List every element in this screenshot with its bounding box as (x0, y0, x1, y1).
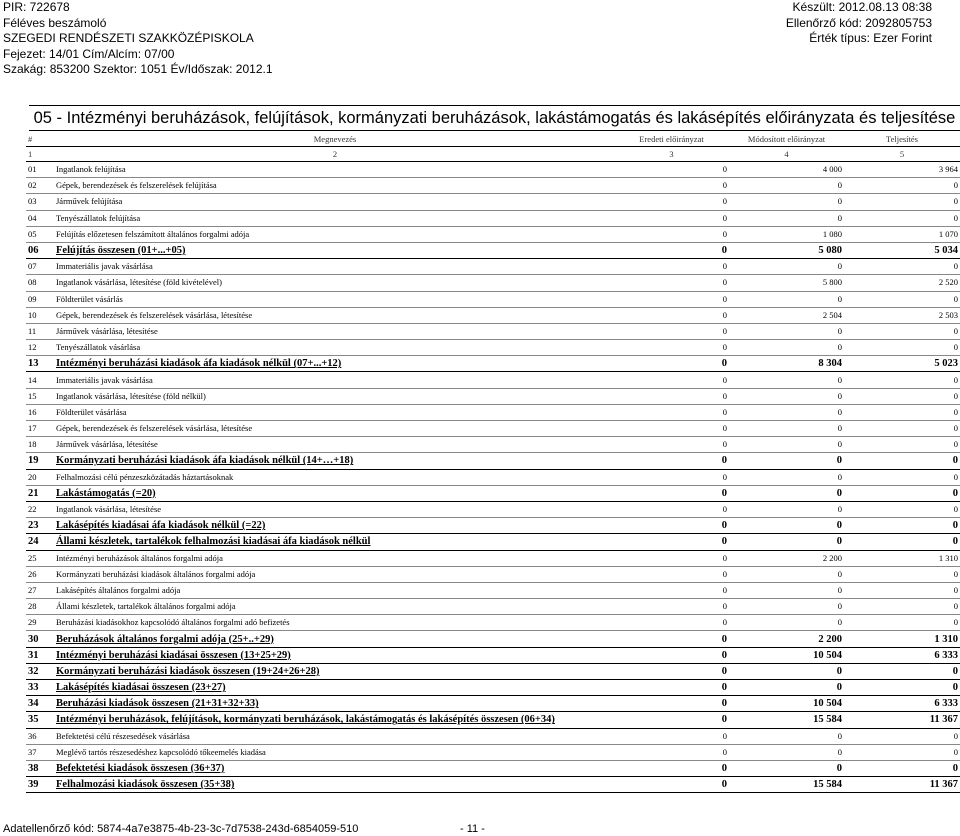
row-done-value: 0 (844, 615, 960, 631)
table-row (26, 469, 960, 485)
row-orig-value: 0 (614, 372, 729, 388)
table-row (26, 421, 960, 437)
row-number: 22 (26, 501, 56, 517)
row-done-value: 2 503 (844, 307, 960, 323)
row-orig-value: 0 (614, 534, 729, 550)
row-mod-value: 10 504 (729, 696, 844, 712)
col-header-done: Teljesítés (844, 132, 960, 147)
row-orig-value: 0 (614, 631, 729, 647)
table-row (26, 777, 960, 793)
row-mod-value: 1 080 (729, 226, 844, 242)
row-name: Kormányzati beruházási kiadások áfa kiadások nélkül (14+…+18) (56, 453, 614, 469)
table-row (26, 566, 960, 582)
row-number: 20 (26, 469, 56, 485)
row-mod-value: 0 (729, 210, 844, 226)
row-name: Beruházások általános forgalmi adója (25+..+29) (56, 631, 614, 647)
row-name: Intézményi beruházások általános forgalmi adója (56, 550, 614, 566)
row-number: 13 (26, 356, 56, 372)
table-row (26, 534, 960, 550)
row-orig-value: 0 (614, 501, 729, 517)
column-number-row (26, 147, 960, 162)
row-number: 33 (26, 680, 56, 696)
row-mod-value: 15 584 (729, 777, 844, 793)
row-mod-value: 0 (729, 566, 844, 582)
row-number: 21 (26, 485, 56, 501)
pir-line: PIR: 722678 (3, 0, 70, 14)
row-name: Felhalmozási célú pénzeszközátadás háztartásoknak (56, 469, 614, 485)
row-mod-value: 0 (729, 453, 844, 469)
row-number: 05 (26, 226, 56, 242)
row-orig-value: 0 (614, 550, 729, 566)
row-done-value: 0 (844, 178, 960, 194)
row-number: 07 (26, 259, 56, 275)
row-done-value: 0 (844, 599, 960, 615)
row-name: Tenyészállatok felújítása (56, 210, 614, 226)
row-mod-value: 0 (729, 663, 844, 679)
row-number: 37 (26, 744, 56, 760)
row-done-value: 0 (844, 404, 960, 420)
row-name: Befektetési célú részesedések vásárlása (56, 728, 614, 744)
row-number: 24 (26, 534, 56, 550)
row-mod-value: 0 (729, 744, 844, 760)
table-row (26, 599, 960, 615)
row-number: 09 (26, 291, 56, 307)
row-number: 01 (26, 162, 56, 178)
row-done-value: 1 310 (844, 550, 960, 566)
table-row (26, 696, 960, 712)
data-table (26, 132, 960, 793)
table-row (26, 226, 960, 242)
row-orig-value: 0 (614, 760, 729, 776)
row-number: 31 (26, 647, 56, 663)
row-orig-value: 0 (614, 469, 729, 485)
column-header-row (26, 132, 960, 147)
row-mod-value: 5 800 (729, 275, 844, 291)
row-number: 16 (26, 404, 56, 420)
chapter-line: Fejezet: 14/01 Cím/Alcím: 07/00 (3, 46, 175, 61)
table-row (26, 728, 960, 744)
row-done-value: 0 (844, 582, 960, 598)
institution-name: SZEGEDI RENDÉSZETI SZAKKÖZÉPISKOLA (3, 31, 254, 46)
row-name: Ingatlanok felújítása (56, 162, 614, 178)
page-number: - 11 - (460, 823, 485, 835)
row-number: 11 (26, 323, 56, 339)
col-header-mod: Módosított előirányzat (729, 132, 844, 147)
row-number: 08 (26, 275, 56, 291)
row-orig-value: 0 (614, 210, 729, 226)
table-row (26, 712, 960, 728)
row-done-value: 5 023 (844, 356, 960, 372)
row-number: 15 (26, 388, 56, 404)
row-number: 30 (26, 631, 56, 647)
row-name: Földterület vásárlása (56, 404, 614, 420)
row-orig-value: 0 (614, 453, 729, 469)
row-number: 28 (26, 599, 56, 615)
row-orig-value: 0 (614, 404, 729, 420)
row-number: 18 (26, 437, 56, 453)
row-number: 06 (26, 242, 56, 258)
row-done-value: 0 (844, 534, 960, 550)
row-name: Felújítás előzetesen felszámított általános forgalmi adója (56, 226, 614, 242)
table-row (26, 647, 960, 663)
row-name: Járművek felújítása (56, 194, 614, 210)
row-orig-value: 0 (614, 777, 729, 793)
row-number: 14 (26, 372, 56, 388)
row-mod-value: 0 (729, 194, 844, 210)
row-done-value: 2 520 (844, 275, 960, 291)
row-name: Lakásépítés általános forgalmi adója (56, 582, 614, 598)
row-done-value: 0 (844, 760, 960, 776)
row-done-value: 0 (844, 485, 960, 501)
report-type: Féléves beszámoló (3, 15, 107, 30)
row-mod-value: 0 (729, 599, 844, 615)
row-name: Lakástámogatás (=20) (56, 485, 614, 501)
row-mod-value: 5 080 (729, 242, 844, 258)
row-done-value: 0 (844, 469, 960, 485)
row-number: 36 (26, 728, 56, 744)
row-mod-value: 0 (729, 388, 844, 404)
row-mod-value: 10 504 (729, 647, 844, 663)
table-body (26, 162, 960, 793)
row-orig-value: 0 (614, 226, 729, 242)
row-name: Immateriális javak vásárlása (56, 259, 614, 275)
row-name: Kormányzati beruházási kiadások összesen (19+24+26+28) (56, 663, 614, 679)
col-number-5: 5 (844, 147, 960, 162)
row-mod-value: 0 (729, 178, 844, 194)
row-orig-value: 0 (614, 518, 729, 534)
row-number: 39 (26, 777, 56, 793)
row-name: Földterület vásárlás (56, 291, 614, 307)
row-orig-value: 0 (614, 712, 729, 728)
row-done-value: 0 (844, 210, 960, 226)
row-done-value: 0 (844, 680, 960, 696)
row-done-value: 6 333 (844, 696, 960, 712)
sector-line: Szakág: 853200 Szektor: 1051 Év/Időszak: 2012.1 (3, 62, 273, 77)
row-number: 26 (26, 566, 56, 582)
row-number: 25 (26, 550, 56, 566)
row-orig-value: 0 (614, 680, 729, 696)
row-done-value: 0 (844, 566, 960, 582)
footer-check-code: Adatellenőrző kód: 5874-4a7e3875-4b-23-3c-7d7538-243d-6854059-510 (3, 823, 359, 835)
row-done-value: 11 367 (844, 777, 960, 793)
row-name: Lakásépítés kiadásai összesen (23+27) (56, 680, 614, 696)
row-name: Állami készletek, tartalékok felhalmozási kiadásai áfa kiadások nélkül (56, 534, 614, 550)
row-name: Ingatlanok vásárlása, létesítése (föld nélkül) (56, 388, 614, 404)
header-right (786, 0, 932, 47)
table-row (26, 437, 960, 453)
row-mod-value: 0 (729, 469, 844, 485)
row-number: 35 (26, 712, 56, 728)
col-header-no: # (26, 132, 56, 147)
row-mod-value: 0 (729, 485, 844, 501)
row-number: 02 (26, 178, 56, 194)
row-name: Beruházási kiadások összesen (21+31+32+33) (56, 696, 614, 712)
col-number-1: 1 (26, 147, 56, 162)
row-done-value: 0 (844, 291, 960, 307)
row-orig-value: 0 (614, 356, 729, 372)
table-row (26, 744, 960, 760)
row-name: Intézményi beruházások, felújítások, kormányzati beruházások, lakástámogatás és lakásépítés összesen (06+34) (56, 712, 614, 728)
row-done-value: 11 367 (844, 712, 960, 728)
row-number: 17 (26, 421, 56, 437)
row-done-value: 1 070 (844, 226, 960, 242)
value-type: Érték típus: Ezer Forint (809, 31, 932, 46)
row-orig-value: 0 (614, 663, 729, 679)
row-number: 04 (26, 210, 56, 226)
row-mod-value: 0 (729, 437, 844, 453)
row-number: 12 (26, 340, 56, 356)
row-name: Állami készletek, tartalékok általános forgalmi adója (56, 599, 614, 615)
row-number: 32 (26, 663, 56, 679)
row-orig-value: 0 (614, 162, 729, 178)
col-header-orig: Eredeti előirányzat (614, 132, 729, 147)
row-mod-value: 0 (729, 728, 844, 744)
row-done-value: 0 (844, 259, 960, 275)
row-mod-value: 0 (729, 582, 844, 598)
row-mod-value: 0 (729, 421, 844, 437)
row-done-value: 0 (844, 744, 960, 760)
row-orig-value: 0 (614, 615, 729, 631)
row-orig-value: 0 (614, 242, 729, 258)
table-row (26, 323, 960, 339)
row-done-value: 0 (844, 728, 960, 744)
table-row (26, 356, 960, 372)
row-name: Beruházási kiadásokhoz kapcsolódó általános forgalmi adó befizetés (56, 615, 614, 631)
row-mod-value: 0 (729, 518, 844, 534)
row-done-value: 0 (844, 518, 960, 534)
check-code: Ellenőrző kód: 2092805753 (785, 15, 932, 30)
row-done-value: 0 (844, 437, 960, 453)
row-mod-value: 0 (729, 291, 844, 307)
table-row (26, 453, 960, 469)
row-mod-value: 8 304 (729, 356, 844, 372)
row-done-value: 0 (844, 388, 960, 404)
row-mod-value: 0 (729, 534, 844, 550)
row-name: Ingatlanok vásárlása, létesítése (56, 501, 614, 517)
table-row (26, 663, 960, 679)
row-name: Járművek vásárlása, létesítése (56, 323, 614, 339)
table-row (26, 178, 960, 194)
row-done-value: 0 (844, 453, 960, 469)
table-row (26, 210, 960, 226)
row-done-value: 3 964 (844, 162, 960, 178)
row-name: Intézményi beruházási kiadásai összesen (13+25+29) (56, 647, 614, 663)
row-name: Meglévő tartós részesedéshez kapcsolódó tőkeemelés kiadása (56, 744, 614, 760)
row-orig-value: 0 (614, 388, 729, 404)
row-done-value: 0 (844, 194, 960, 210)
page-footer (3, 823, 485, 835)
row-orig-value: 0 (614, 259, 729, 275)
row-orig-value: 0 (614, 599, 729, 615)
row-name: Immateriális javak vásárlása (56, 372, 614, 388)
row-name: Gépek, berendezések és felszerelések felújítása (56, 178, 614, 194)
row-number: 03 (26, 194, 56, 210)
table-title: 05 - Intézményi beruházások, felújítások, kormányzati beruházások, lakástámogatás és lakásépítés előirányzata és teljesítése (29, 105, 960, 131)
row-mod-value: 2 200 (729, 631, 844, 647)
table-row (26, 194, 960, 210)
row-orig-value: 0 (614, 696, 729, 712)
row-done-value: 0 (844, 372, 960, 388)
row-name: Járművek vásárlása, létesítése (56, 437, 614, 453)
row-number: 38 (26, 760, 56, 776)
table-row (26, 340, 960, 356)
row-done-value: 0 (844, 421, 960, 437)
table-row (26, 388, 960, 404)
row-orig-value: 0 (614, 582, 729, 598)
row-mod-value: 0 (729, 259, 844, 275)
row-number: 27 (26, 582, 56, 598)
row-done-value: 5 034 (844, 242, 960, 258)
row-name: Felújítás összesen (01+...+05) (56, 242, 614, 258)
row-mod-value: 0 (729, 340, 844, 356)
row-orig-value: 0 (614, 307, 729, 323)
row-mod-value: 0 (729, 404, 844, 420)
row-orig-value: 0 (614, 194, 729, 210)
col-number-3: 3 (614, 147, 729, 162)
header-left (3, 0, 273, 78)
row-name: Ingatlanok vásárlása, létesítése (föld kivételével) (56, 275, 614, 291)
row-orig-value: 0 (614, 275, 729, 291)
table-row (26, 582, 960, 598)
row-mod-value: 4 000 (729, 162, 844, 178)
table-row (26, 162, 960, 178)
col-number-4: 4 (729, 147, 844, 162)
row-number: 29 (26, 615, 56, 631)
table-row (26, 550, 960, 566)
row-orig-value: 0 (614, 323, 729, 339)
row-done-value: 6 333 (844, 647, 960, 663)
report-header (0, 0, 960, 80)
table-row (26, 291, 960, 307)
row-orig-value: 0 (614, 421, 729, 437)
row-done-value: 0 (844, 340, 960, 356)
row-mod-value: 15 584 (729, 712, 844, 728)
row-orig-value: 0 (614, 485, 729, 501)
row-mod-value: 0 (729, 323, 844, 339)
table-row (26, 501, 960, 517)
row-orig-value: 0 (614, 291, 729, 307)
row-number: 19 (26, 453, 56, 469)
table-row (26, 680, 960, 696)
row-mod-value: 0 (729, 760, 844, 776)
table-row (26, 518, 960, 534)
row-mod-value: 2 200 (729, 550, 844, 566)
col-number-2: 2 (56, 147, 614, 162)
row-mod-value: 0 (729, 501, 844, 517)
row-orig-value: 0 (614, 178, 729, 194)
table-row (26, 485, 960, 501)
row-orig-value: 0 (614, 728, 729, 744)
row-done-value: 0 (844, 663, 960, 679)
row-number: 23 (26, 518, 56, 534)
row-orig-value: 0 (614, 437, 729, 453)
row-done-value: 1 310 (844, 631, 960, 647)
row-name: Befektetési kiadások összesen (36+37) (56, 760, 614, 776)
table-row (26, 615, 960, 631)
row-name: Intézményi beruházási kiadások áfa kiadások nélkül (07+...+12) (56, 356, 614, 372)
row-name: Kormányzati beruházási kiadások általános forgalmi adója (56, 566, 614, 582)
row-done-value: 0 (844, 501, 960, 517)
row-mod-value: 2 504 (729, 307, 844, 323)
table-row (26, 760, 960, 776)
row-mod-value: 0 (729, 680, 844, 696)
row-orig-value: 0 (614, 340, 729, 356)
row-name: Gépek, berendezések és felszerelések vásárlása, létesítése (56, 307, 614, 323)
table-row (26, 307, 960, 323)
row-mod-value: 0 (729, 372, 844, 388)
row-orig-value: 0 (614, 647, 729, 663)
table-row (26, 259, 960, 275)
row-name: Lakásépítés kiadásai áfa kiadások nélkül (=22) (56, 518, 614, 534)
table-row (26, 242, 960, 258)
row-number: 34 (26, 696, 56, 712)
table-row (26, 275, 960, 291)
row-name: Tenyészállatok vásárlása (56, 340, 614, 356)
row-orig-value: 0 (614, 566, 729, 582)
row-mod-value: 0 (729, 615, 844, 631)
row-name: Felhalmozási kiadások összesen (35+38) (56, 777, 614, 793)
row-number: 10 (26, 307, 56, 323)
col-header-name: Megnevezés (56, 132, 614, 147)
table-row (26, 404, 960, 420)
row-orig-value: 0 (614, 744, 729, 760)
row-name: Gépek, berendezések és felszerelések vásárlása, létesítése (56, 421, 614, 437)
table-row (26, 372, 960, 388)
created-at: Készült: 2012.08.13 08:38 (792, 0, 932, 14)
row-done-value: 0 (844, 323, 960, 339)
table-row (26, 631, 960, 647)
